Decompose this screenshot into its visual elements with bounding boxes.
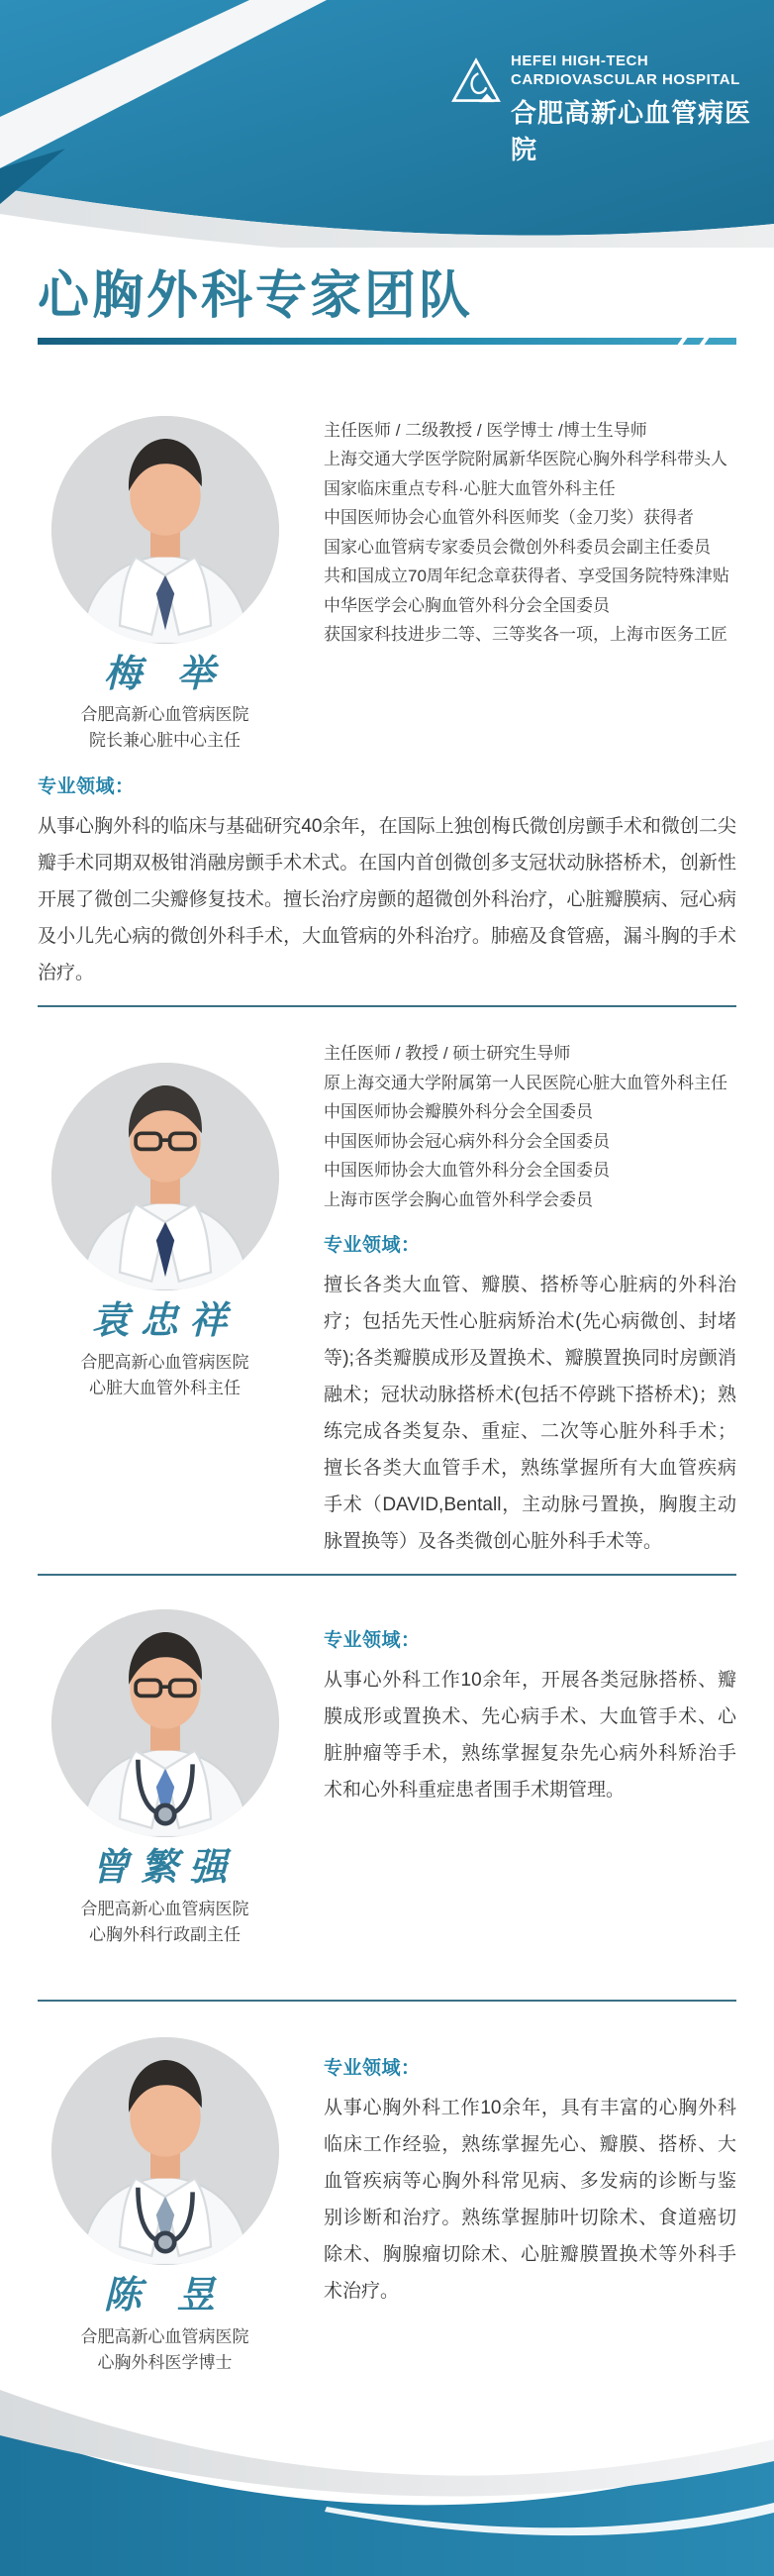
- section-divider: [38, 1574, 736, 1576]
- doctor-name: 袁忠祥: [91, 1297, 239, 1343]
- specialty-label: 专业领域：: [324, 2057, 421, 2079]
- doctor-photo: [51, 1609, 279, 1837]
- credential-item: 国家心血管病专家委员会微创外科委员会副主任委员: [324, 537, 711, 557]
- doctor-affiliation: 合肥高新心血管病医院: [80, 1899, 249, 1918]
- page-title: 心胸外科专家团队: [38, 267, 474, 325]
- doctor-affiliation: 合肥高新心血管病医院: [80, 1352, 249, 1372]
- credential-item: 主任医师 / 二级教授 / 医学博士 /博士生导师: [324, 420, 647, 440]
- credential-item: 中国医师协会瓣膜外科分会全国委员: [324, 1102, 593, 1122]
- hospital-name-zh: 合肥高新心血管病医院: [511, 98, 752, 164]
- credential-item: 获国家科技进步二等、三等奖各一项，上海市医务工匠: [324, 625, 727, 645]
- credential-item: 中国医师协会心血管外科医师奖（金刀奖）获得者: [324, 508, 694, 528]
- doctor-title: 心胸外科医学博士: [97, 2352, 233, 2372]
- doctor-profile: [38, 1039, 292, 1560]
- specialty-section: [38, 772, 736, 991]
- specialty-label: 专业领域：: [324, 1630, 421, 1652]
- credentials-list: [292, 416, 736, 755]
- doctor-card-chen-yu: [0, 2037, 774, 2376]
- doctor-profile: [38, 2037, 292, 2376]
- specialty-text: 从事心胸外科工作10余年，具有丰富的心胸外科临床工作经验，熟练掌握先心、瓣膜、搭桥、大血管疾病等心胸外科常见病、多发病的诊断与鉴别诊断和治疗。熟练掌握肺叶切除术、食道癌切除术、胸腺瘤切除术、心脏瓣膜置换术等外科手术治疗。: [324, 2097, 736, 2302]
- specialty-section: [292, 1609, 736, 1948]
- doctor-profile: [38, 416, 292, 755]
- credential-item: 中华医学会心胸血管外科分会全国委员: [324, 595, 610, 615]
- doctor-affiliation: 合肥高新心血管病医院: [80, 705, 249, 725]
- doctor-profile: [38, 1609, 292, 1948]
- hospital-name-en-line1: HEFEI HIGH-TECH: [511, 52, 649, 69]
- credentials-list: [324, 1039, 736, 1214]
- doctor-card-zeng-fanqiang: [0, 1609, 774, 1948]
- credential-item: 上海市医学会胸心血管外科学会委员: [324, 1189, 593, 1209]
- credential-item: 国家临床重点专科·心脏大血管外科主任: [324, 478, 616, 498]
- credential-item: 中国医师协会冠心病外科分会全国委员: [324, 1131, 610, 1151]
- hospital-name-en-line2: CARDIOVASCULAR HOSPITAL: [511, 71, 740, 88]
- credential-item: 主任医师 / 教授 / 硕士研究生导师: [324, 1044, 571, 1064]
- credential-item: 原上海交通大学附属第一人民医院心脏大血管外科主任: [324, 1073, 727, 1092]
- hospital-brand: [451, 52, 774, 166]
- doctor-name: 陈 昱: [103, 2271, 227, 2317]
- specialty-label: 专业领域：: [324, 1235, 421, 1257]
- page-header: [0, 0, 774, 248]
- title-block: [0, 248, 774, 345]
- hospital-logo-icon: [451, 55, 501, 107]
- doctor-card-yuan-zhongxiang: [0, 1039, 774, 1560]
- credential-item: 上海交通大学医学院附属新华医院心胸外科学科带头人: [324, 450, 727, 469]
- doctor-photo: [51, 1063, 279, 1290]
- section-divider: [38, 2000, 736, 2002]
- specialty-section: [324, 1230, 736, 1560]
- doctor-affiliation: 合肥高新心血管病医院: [80, 2326, 249, 2346]
- doctor-photo: [51, 2037, 279, 2265]
- specialty-text: 从事心外科工作10余年，开展各类冠脉搭桥、瓣膜成形或置换术、先心病手术、大血管手术、心脏肿瘤等手术，熟练掌握复杂先心病外科矫治手术和心外科重症患者围手术期管理。: [324, 1670, 736, 1802]
- specialty-text: 从事心胸外科的临床与基础研究40余年，在国际上独创梅氏微创房颤手术和微创二尖瓣手术同期双极钳消融房颤手术术式。在国内首创微创多支冠状动脉搭桥术，创新性开展了微创二尖瓣修复技术。擅长治疗房颤的超微创外科治疗，心脏瓣膜病、冠心病及小儿先心病的微创外科手术，大血管病的外科治疗。肺癌及食管癌，漏斗胸的手术治疗。: [38, 816, 736, 984]
- credential-item: 中国医师协会大血管外科分会全国委员: [324, 1161, 610, 1181]
- doctor-name: 梅 举: [103, 650, 227, 695]
- doctor-title: 心胸外科行政副主任: [89, 1924, 241, 1944]
- doctor-name: 曾繁强: [91, 1844, 239, 1890]
- doctor-photo: [51, 416, 279, 644]
- doctor-card-mei-ju: [0, 416, 774, 992]
- specialty-section: [292, 2037, 736, 2376]
- title-underline: [38, 338, 736, 345]
- section-divider: [38, 1005, 736, 1007]
- credential-item: 共和国成立70周年纪念章获得者、享受国务院特殊津贴: [324, 567, 729, 586]
- specialty-label: 专业领域：: [38, 776, 135, 798]
- specialty-text: 擅长各类大血管、瓣膜、搭桥等心脏病的外科治疗；包括先天性心脏病矫治术(先心病微创、封堵等);各类瓣膜成形及置换术、瓣膜置换同时房颤消融术；冠状动脉搭桥术(包括不停跳下搭桥术)；熟练完成各类复杂、重症、二次等心脏外科手术；擅长各类大血管手术，熟练掌握所有大血管疾病手术（DAVID,Bentall，主动脉弓置换，胸腹主动脉置换等）及各类微创心脏外科手术等。: [324, 1275, 736, 1553]
- doctor-title: 院长兼心脏中心主任: [89, 731, 241, 751]
- doctor-title: 心脏大血管外科主任: [89, 1378, 241, 1397]
- footer-swoosh: [0, 2386, 774, 2576]
